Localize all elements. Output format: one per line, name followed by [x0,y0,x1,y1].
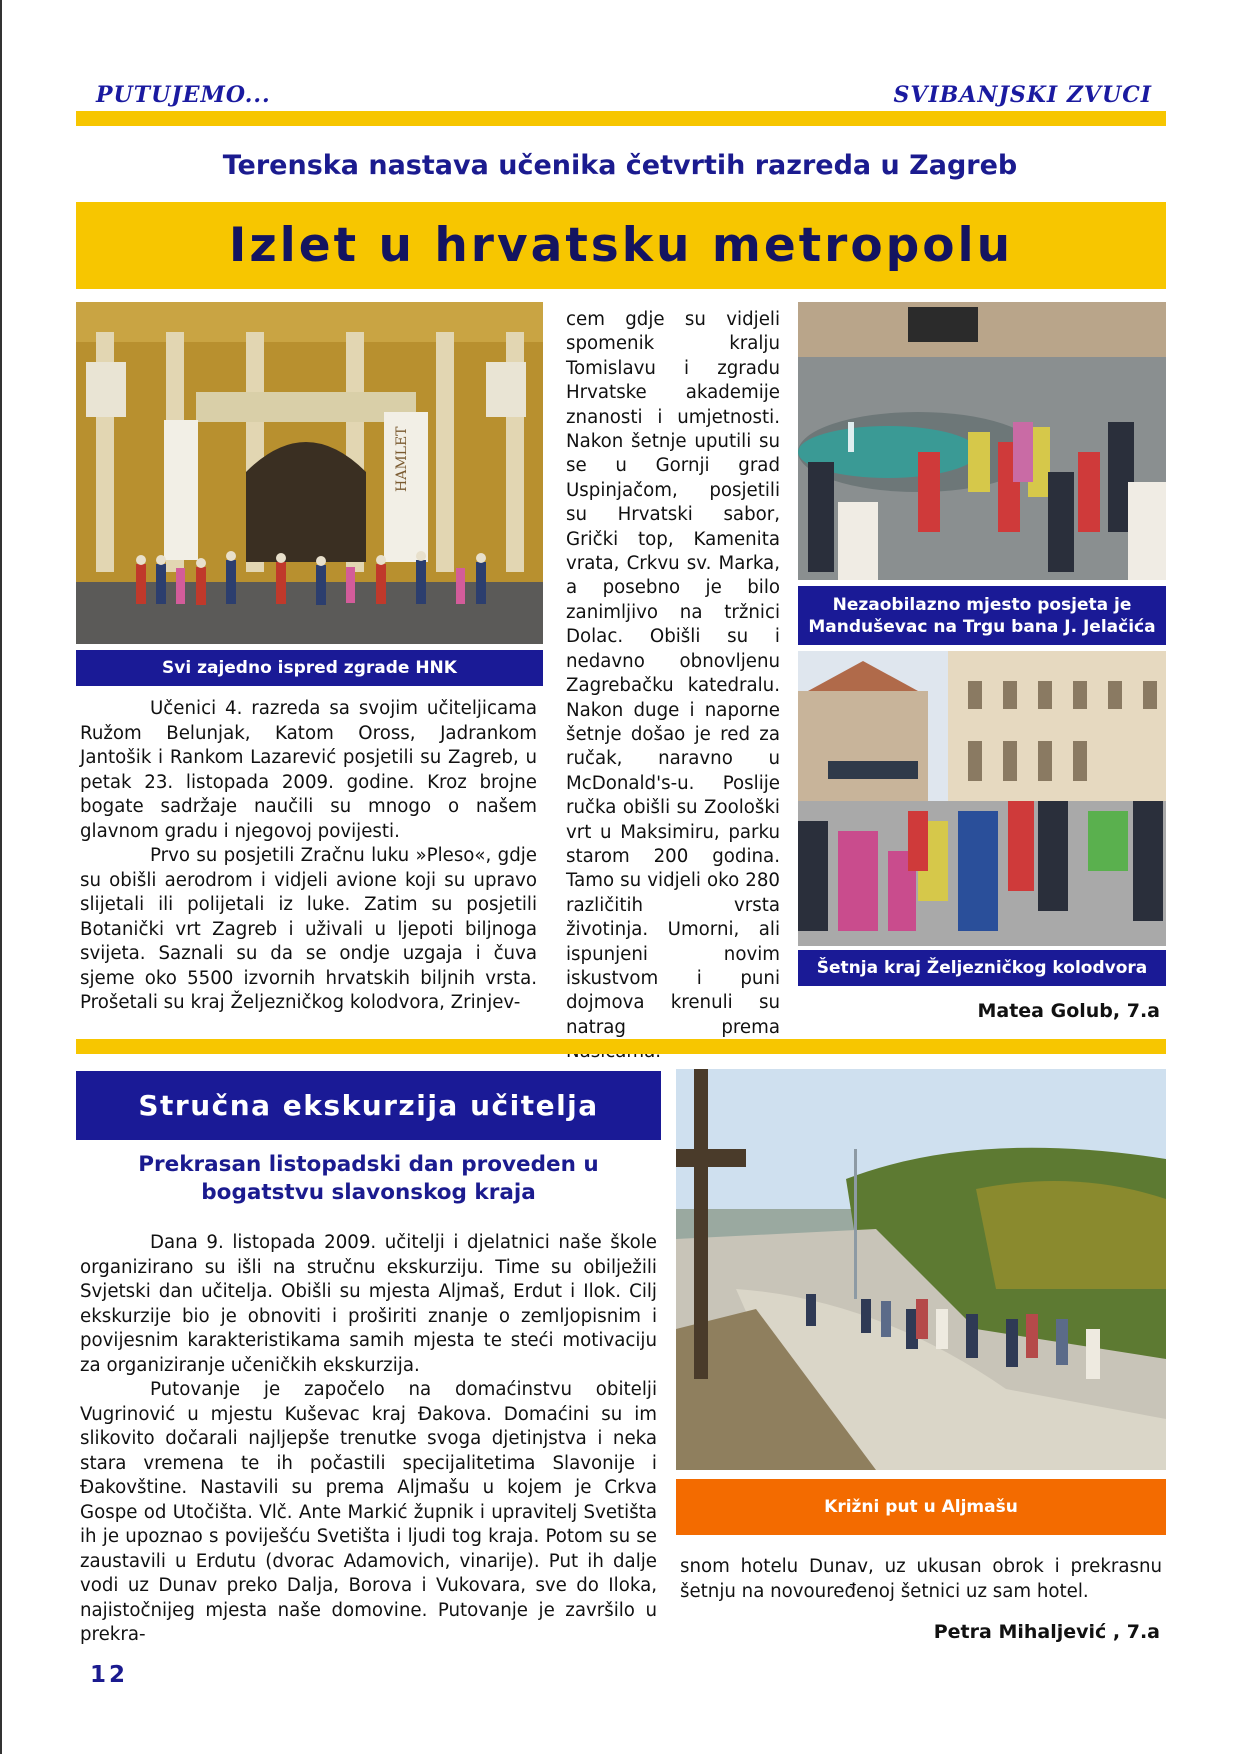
photo-mandusevac [798,302,1166,580]
running-header-left: PUTUJEMO... [96,82,271,108]
article1-paragraph1: Učenici 4. razreda sa svojim učiteljicama Ružom Belunjak, Katom Oross, Jadrankom Jantošik i Rankom Lazarević posjetili su Zagreb, u petak 23. listopada 2009. godine. Kroz brojne bogate sadržaje naučili su mnogo o našem glavnom gradu i njegovoj povijesti. [80,698,537,842]
article1-column2: cem gdje su vidjeli spomenik kralju Tomislavu i zgradu Hrvatske akademije znanosti i umjetnosti. Nakon šetnje uputili su se u Gornji grad Uspinjačom, posjetili su Hrvatski sabor, Grički top, Kamenita vrata, Crkvu sv. Marka, a posebno je bilo zanimljivo na tržnici Dolac. Obišli su i nedavno obnovljenu Zagrebačku katedralu. Nakon duge i naporne šetnje došao je red za ručak, naravno u McDonald's-u. Poslije ručka obišli su Zoološki vrt u Maksimiru, parku starom 200 godina. Tamo su vidjeli oko 280 različitih vrsta životinja. Umorni, ali ispunjeni novim iskustvom i puni dojmova krenuli su natrag prema [566,309,780,1038]
article1-title-banner [76,202,1166,289]
article1-title: Izlet u hrvatsku metropolu [228,218,1014,273]
article2-author: Petra Mihaljević , 7.a [933,1621,1160,1643]
section-divider [76,1039,1166,1054]
photo2-caption: Nezaobilazno mjesto posjeta je Manduševac na Trgu bana J. Jelačića [798,586,1166,645]
article2-subtitle [76,1151,661,1207]
article2-column2-text: snom hotelu Dunav, uz ukusan obrok i prekrasnu šetnju na novouređenoj šetnici uz sam hotel. [680,1556,1162,1602]
article1-column1 [80,697,537,1016]
article1-kicker: Terenska nastava učenika četvrtih razreda u Zagreb [222,150,1018,181]
photo-aljmas-cross-path [676,1069,1166,1470]
article1-paragraph2: Prvo su posjetili Zračnu luku »Pleso«, gdje su obišli aerodrom i vidjeli avione koji su upravo slijetali ili polijetali iz luke. Zatim su posjetili Botanički vrt Zagreb i uživali u ljepoti biljnoga svijeta. Saznali su da se ondje uzgaja i čuva sjeme oko 5500 izvornih hrvatskih biljnih vrsta. Prošetali su kraj Željezničkog kolodvora, Zrinjev- [80,845,537,1013]
photo-hnk-building [76,302,543,644]
hamlet-banner-text: HAMLET [394,426,410,492]
article2-subtitle-line2: bogatstvu slavonskog kraja [201,1180,536,1205]
page-number: 12 [90,1662,129,1688]
article2-subtitle-line1: Prekrasan listopadski dan proveden u [138,1152,599,1177]
photo3-caption: Šetnja kraj Željezničkog kolodvora [798,950,1166,986]
header-rule [76,111,1166,126]
article1-author: Matea Golub, 7.a [977,1000,1160,1022]
photo4-caption: Križni put u Aljmašu [676,1479,1166,1535]
page-frame [0,0,2,1754]
photo1-caption: Svi zajedno ispred zgrade HNK [76,650,543,686]
article2-title-banner: Stručna ekskurzija učitelja [76,1071,661,1140]
article2-paragraph2: Putovanje je započelo na domaćinstvu obitelji Vugrinović u mjestu Kuševac kraj Đakova. Domaćini su im slikovito dočarali najljepše trenutke svoga djetinjstva i neka stara vremena te ih počastili specijalitetima Slavonije i Đakovštine. Nastavili su prema Aljmašu u kojem je Crkva Gospe od Utočišta. Vlč. Ante Markić župnik i upravitelj Svetišta ih je upoznao s poviješću Svetišta i ljudi tog kraja. Potom su se zaustavili u Erdutu (dvorac Adamovich, vinarije). Put ih dalje vodi uz Dunav preko Dalja, Borova i Vukovara, sve do Iloka, najistočnijeg mjesta naše domovine. Putovanje je završilo u prekra- [80,1379,657,1645]
article2-column1 [80,1231,657,1648]
photo-railway-station [798,651,1166,946]
article2-column2 [680,1555,1162,1604]
article2-paragraph1: Dana 9. listopada 2009. učitelji i djelatnici naše škole organizirano su išli na stručnu ekskurziju. Time su obilježili Svjetski dan učitelja. Obišli su mjesta Aljmaš, Erdut i Ilok. Cilj ekskurzije bio je obnoviti i proširiti znanje o zemljopisnim i povijesnim karakteristikama samih mjesta te steći motivaciju za organiziranje učeničkih ekskurzija. [80,1232,657,1376]
running-header-right: SVIBANJSKI ZVUCI [893,82,1152,108]
